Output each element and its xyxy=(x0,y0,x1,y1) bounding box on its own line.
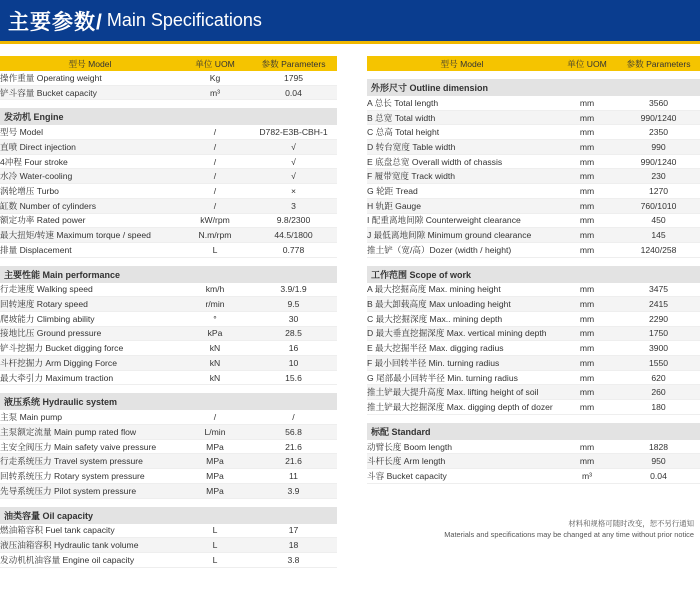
table-row xyxy=(367,155,700,170)
spec-value: 0.778 xyxy=(282,244,305,255)
spec-uom: mm xyxy=(579,357,595,368)
spec-uom: mm xyxy=(579,343,595,354)
table-row xyxy=(367,125,700,140)
spec-value: 28.5 xyxy=(285,328,302,339)
spec-uom: L/min xyxy=(204,426,226,437)
spec-value: √ xyxy=(291,141,296,152)
section-outline-title: 外形尺寸 Outline dimension xyxy=(367,79,700,96)
spec-uom: km/h xyxy=(205,284,225,295)
spec-name: 额定功率 Rated power xyxy=(0,215,86,226)
spec-uom: MPa xyxy=(206,441,224,452)
spec-name: 操作重量 Operating weight xyxy=(0,72,102,83)
spec-name: 推土铲（宽/高）Dozer (width / height) xyxy=(367,244,512,255)
spec-value: 1795 xyxy=(283,72,304,83)
table-row xyxy=(367,356,700,371)
spec-value: × xyxy=(290,185,297,196)
spec-name: 涡轮增压 Turbo xyxy=(0,185,59,196)
table-row xyxy=(0,243,337,258)
left-header-row xyxy=(0,56,337,71)
spec-name: 回转系统压力 Rotary system pressure xyxy=(0,470,145,481)
spec-uom: mm xyxy=(579,171,595,182)
section-performance-title: 主要性能 Main performance xyxy=(0,266,337,283)
spec-value: 56.8 xyxy=(285,426,302,437)
spec-uom: L xyxy=(212,244,218,255)
spec-uom: / xyxy=(213,171,217,182)
spec-uom: ° xyxy=(213,313,217,324)
spec-value: 21.6 xyxy=(285,441,302,452)
spec-name: 液压油箱容积 Hydraulic tank volume xyxy=(0,540,139,551)
right-column xyxy=(367,56,700,484)
spec-value: / xyxy=(292,412,295,423)
spec-name: 回转速度 Rotary speed xyxy=(0,299,88,310)
spec-uom: mm xyxy=(579,299,595,310)
section-hydraulic-title: 液压系统 Hydraulic system xyxy=(0,393,337,410)
spec-uom: MPa xyxy=(206,470,224,481)
table-row xyxy=(0,312,337,327)
table-row xyxy=(0,524,337,539)
spec-value: √ xyxy=(291,156,296,167)
table-row xyxy=(0,228,337,243)
disclaimer-note xyxy=(444,518,694,540)
spec-uom: Kg xyxy=(209,72,221,83)
spec-name: 最大牵引力 Maximum traction xyxy=(0,372,114,383)
spec-value: 2350 xyxy=(648,127,669,138)
spec-value: 17 xyxy=(288,525,299,536)
spec-name: 行走速度 Walking speed xyxy=(0,284,93,295)
table-row xyxy=(0,199,337,214)
spec-uom: mm xyxy=(579,112,595,123)
table-row xyxy=(0,327,337,342)
spec-name: B 最大卸载高度 Max unloading height xyxy=(367,299,511,310)
table-row xyxy=(0,86,337,101)
spec-uom: / xyxy=(213,156,217,167)
table-row xyxy=(0,469,337,484)
spec-uom: kN xyxy=(209,357,221,368)
spec-value: 990/1240 xyxy=(640,112,677,123)
spec-name: A 总长 Total length xyxy=(367,97,439,108)
table-row xyxy=(367,184,700,199)
spec-name: I 配重离地间隙 Counterweight clearance xyxy=(367,215,521,226)
spec-uom: N.m/rpm xyxy=(198,230,232,241)
table-row xyxy=(0,341,337,356)
spec-uom: mm xyxy=(579,127,595,138)
spec-name: 型号 Model xyxy=(0,127,43,138)
scope-table xyxy=(367,283,700,415)
table-row xyxy=(367,243,700,258)
spec-value: 0.04 xyxy=(285,87,302,98)
spec-uom: mm xyxy=(579,215,595,226)
table-row xyxy=(367,283,700,298)
table-row xyxy=(367,199,700,214)
table-row xyxy=(0,71,337,86)
table-row xyxy=(0,283,337,298)
spec-value: 2415 xyxy=(648,299,669,310)
spec-uom: / xyxy=(213,127,217,138)
spec-name: 推土铲最大提升高度 Max. lifting height of soil xyxy=(367,387,539,398)
header-uom: 单位 UOM xyxy=(567,58,607,69)
header-uom: 单位 UOM xyxy=(195,58,235,69)
table-row xyxy=(367,440,700,455)
table-row xyxy=(0,538,337,553)
spec-name: E 底盘总宽 Overall width of chassis xyxy=(367,156,503,167)
table-row xyxy=(367,400,700,415)
table-row xyxy=(0,125,337,140)
table-row xyxy=(0,425,337,440)
table-row xyxy=(367,96,700,111)
spec-value: 11 xyxy=(289,470,298,481)
spec-value: 3900 xyxy=(648,343,669,354)
spec-value: 3.9/1.9 xyxy=(280,284,307,295)
spec-uom: kN xyxy=(209,343,221,354)
banner-title-en: Main Specifications xyxy=(106,10,262,30)
table-row xyxy=(367,469,700,484)
spec-value: 3.9 xyxy=(287,485,300,496)
spec-uom: kPa xyxy=(207,328,223,339)
section-standard-title: 标配 Standard xyxy=(367,423,700,440)
spec-name: 排量 Displacement xyxy=(0,244,72,255)
spec-uom: mm xyxy=(579,387,595,398)
table-row xyxy=(0,410,337,425)
spec-uom: mm xyxy=(579,230,595,241)
header-params: 参数 Parameters xyxy=(626,58,691,69)
table-row xyxy=(0,155,337,170)
spec-name: 斗杆挖掘力 Arm Digging Force xyxy=(0,357,117,368)
spec-uom: MPa xyxy=(206,456,224,467)
spec-name: 缸数 Number of cylinders xyxy=(0,200,96,211)
spec-value: 1828 xyxy=(648,441,669,452)
spec-value: 990 xyxy=(651,141,666,152)
table-row xyxy=(367,297,700,312)
spec-name: 主安全阀压力 Main safety vaive pressure xyxy=(0,441,157,452)
spec-name: 4冲程 Four stroke xyxy=(0,156,68,167)
spec-uom: mm xyxy=(579,156,595,167)
table-row xyxy=(0,454,337,469)
spec-name: D 转台宽度 Table width xyxy=(367,141,456,152)
spec-uom: L xyxy=(212,554,218,565)
table-row xyxy=(367,312,700,327)
spec-name: E 最大挖掘半径 Max. digging radius xyxy=(367,343,504,354)
spec-value: 3475 xyxy=(648,284,669,295)
spec-value: 16 xyxy=(288,343,299,354)
spec-value: D782-E3B-CBH-1 xyxy=(259,127,328,138)
spec-name: H 轨距 Gauge xyxy=(367,200,421,211)
spec-uom: L xyxy=(212,525,218,536)
spec-name: D 最大垂直挖掘深度 Max. vertical mining depth xyxy=(367,328,547,339)
table-row xyxy=(0,553,337,568)
disclaimer-zh: 材料和规格可随时改变，恕不另行通知 xyxy=(568,519,694,528)
spec-name: F 最小回转半径 Min. turning radius xyxy=(367,357,500,368)
spec-value: 450 xyxy=(651,215,666,226)
header-model: 型号 Model xyxy=(68,58,112,69)
spec-uom: mm xyxy=(579,328,595,339)
hydraulic-table xyxy=(0,410,337,498)
spec-uom: mm xyxy=(579,185,595,196)
spec-name: 接地比压 Ground pressure xyxy=(0,328,102,339)
spec-name: 燃油箱容积 Fuel tank capacity xyxy=(0,525,115,536)
spec-name: 发动机机油容量 Engine oil capacity xyxy=(0,554,135,565)
table-row xyxy=(0,371,337,386)
spec-name: C 总高 Total height xyxy=(367,127,440,138)
left-column xyxy=(0,56,337,568)
spec-name: 爬坡能力 Climbing ability xyxy=(0,313,95,324)
spec-name: 动臂长度 Boom length xyxy=(367,441,453,452)
spec-value: 260 xyxy=(651,387,666,398)
spec-uom: mm xyxy=(579,313,595,324)
table-row xyxy=(0,214,337,229)
header-model: 型号 Model xyxy=(440,58,484,69)
section-engine-title: 发动机 Engine xyxy=(0,108,337,125)
spec-name: 斗容 Bucket capacity xyxy=(367,470,447,481)
table-row xyxy=(367,169,700,184)
table-row xyxy=(367,341,700,356)
spec-uom: / xyxy=(213,412,217,423)
spec-uom: r/min xyxy=(205,299,225,310)
spec-name: A 最大挖掘高度 Max. mining height xyxy=(367,284,501,295)
spec-value: 180 xyxy=(651,401,666,412)
spec-value: 620 xyxy=(651,372,666,383)
spec-value: √ xyxy=(291,171,296,182)
spec-name: J 最低离地间隙 Minimum ground clearance xyxy=(367,230,532,241)
spec-uom: mm xyxy=(579,441,595,452)
spec-uom: mm xyxy=(579,141,595,152)
spec-uom: m³ xyxy=(581,470,593,481)
spec-uom: mm xyxy=(579,200,595,211)
spec-value: 3560 xyxy=(648,97,669,108)
spec-name: F 履带宽度 Track width xyxy=(367,171,456,182)
table-row xyxy=(367,371,700,386)
spec-name: 水冷 Water-cooling xyxy=(0,171,73,182)
spec-uom: m³ xyxy=(209,87,221,98)
spec-value: 1550 xyxy=(648,357,669,368)
table-row xyxy=(367,385,700,400)
spec-value: 990/1240 xyxy=(640,156,677,167)
table-row xyxy=(367,140,700,155)
table-row xyxy=(0,297,337,312)
table-row xyxy=(0,140,337,155)
spec-value: 3 xyxy=(291,200,296,211)
spec-name: G 轮距 Tread xyxy=(367,185,418,196)
table-row xyxy=(0,484,337,499)
outline-table xyxy=(367,96,700,258)
spec-value: 950 xyxy=(651,456,666,467)
table-row xyxy=(367,111,700,126)
spec-value: 0.04 xyxy=(650,470,667,481)
spec-name: 铲斗挖掘力 Bucket digging force xyxy=(0,343,124,354)
table-row xyxy=(0,169,337,184)
spec-value: 760/1010 xyxy=(640,200,677,211)
right-header-row xyxy=(367,56,700,71)
spec-name: 直喷 Direct injection xyxy=(0,141,76,152)
spec-value: 230 xyxy=(651,171,666,182)
spec-value: 1750 xyxy=(648,328,669,339)
section-scope-title: 工作范围 Scope of work xyxy=(367,266,700,283)
banner-title-zh: 主要参数/ xyxy=(8,10,103,34)
spec-name: 铲斗容量 Bucket capacity xyxy=(0,87,97,98)
spec-name: 先导系统压力 Pilot system pressure xyxy=(0,485,137,496)
table-row xyxy=(367,327,700,342)
spec-value: 44.5/1800 xyxy=(274,230,313,241)
spec-uom: mm xyxy=(579,372,595,383)
section-oil-title: 油类容量 Oil capacity xyxy=(0,507,337,524)
spec-value: 2290 xyxy=(648,313,669,324)
spec-name: 斗杆长度 Arm length xyxy=(367,456,446,467)
table-row xyxy=(367,214,700,229)
spec-value: 9.5 xyxy=(287,299,300,310)
left-top-table xyxy=(0,71,337,100)
table-row xyxy=(0,356,337,371)
standard-table xyxy=(367,440,700,484)
table-row xyxy=(367,454,700,469)
table-row xyxy=(367,228,700,243)
spec-name: 主泵 Main pump xyxy=(0,412,63,423)
performance-table xyxy=(0,283,337,386)
spec-uom: MPa xyxy=(206,485,224,496)
spec-value: 1270 xyxy=(648,185,669,196)
header-params: 参数 Parameters xyxy=(261,58,326,69)
spec-uom: mm xyxy=(579,401,595,412)
spec-uom: L xyxy=(212,540,218,551)
spec-name: B 总宽 Total width xyxy=(367,112,436,123)
spec-uom: kW/rpm xyxy=(200,215,230,226)
spec-value: 9.8/2300 xyxy=(276,215,311,226)
spec-value: 145 xyxy=(651,230,666,241)
spec-value: 15.6 xyxy=(285,372,302,383)
spec-uom: / xyxy=(213,185,217,196)
spec-uom: / xyxy=(213,200,217,211)
spec-uom: / xyxy=(213,141,217,152)
spec-value: 21.6 xyxy=(285,456,302,467)
spec-uom: mm xyxy=(579,97,595,108)
spec-value: 3.8 xyxy=(287,554,300,565)
spec-value: 30 xyxy=(288,313,299,324)
engine-table xyxy=(0,125,337,257)
table-row xyxy=(0,184,337,199)
page-banner xyxy=(0,0,700,44)
disclaimer-en: Materials and specifications may be changed at any time without prior notice xyxy=(444,530,694,539)
oil-table xyxy=(0,524,337,568)
spec-name: 行走系统压力 Travel system pressure xyxy=(0,456,143,467)
spec-value: 1240/258 xyxy=(640,244,677,255)
spec-name: 推土铲最大挖掘深度 Max. digging depth of dozer xyxy=(367,401,553,412)
spec-uom: mm xyxy=(579,284,595,295)
table-row xyxy=(0,440,337,455)
spec-value: 10 xyxy=(288,357,299,368)
spec-uom: kN xyxy=(209,372,221,383)
spec-uom: mm xyxy=(579,244,595,255)
spec-name: 最大扭矩/转速 Maximum torque / speed xyxy=(0,230,151,241)
spec-value: 18 xyxy=(288,540,299,551)
spec-uom: mm xyxy=(579,456,595,467)
spec-name: G 尾部最小回转半径 Min. turning radius xyxy=(367,372,518,383)
spec-name: C 最大挖掘深度 Max.. mining depth xyxy=(367,313,503,324)
spec-name: 主泵额定流量 Main pump rated flow xyxy=(0,426,137,437)
